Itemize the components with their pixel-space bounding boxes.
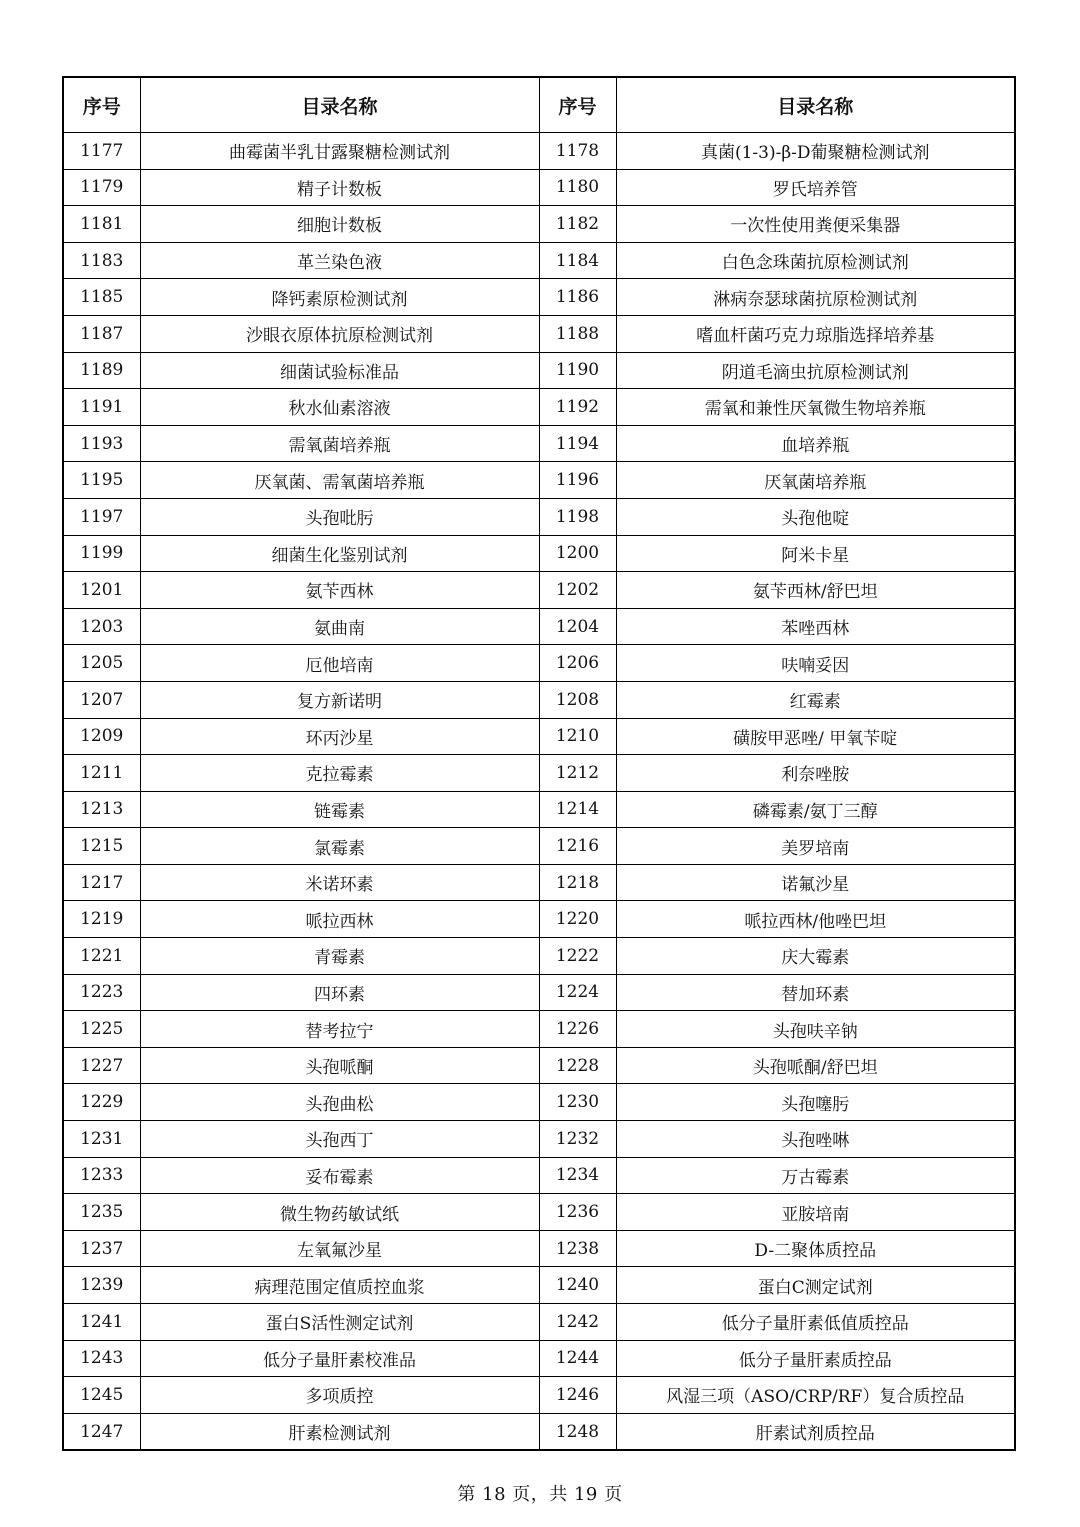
table-row (63, 1011, 1015, 1048)
item-name-right: 苯唑西林 (616, 608, 1015, 645)
item-number-left: 1195 (63, 462, 140, 499)
item-number-left: 1209 (63, 718, 140, 755)
item-name-left: 病理范围定值质控血浆 (140, 1267, 539, 1304)
item-name-right: 哌拉西林/他唑巴坦 (616, 901, 1015, 938)
item-number-right: 1218 (539, 864, 616, 901)
item-number-right: 1212 (539, 755, 616, 792)
item-name-right: 风湿三项（ASO/CRP/RF）复合质控品 (616, 1377, 1015, 1414)
table-row (63, 1121, 1015, 1158)
item-name-right: 淋病奈瑟球菌抗原检测试剂 (616, 279, 1015, 316)
item-number-left: 1243 (63, 1340, 140, 1377)
item-name-right: 磷霉素/氨丁三醇 (616, 791, 1015, 828)
item-name-left: 革兰染色液 (140, 242, 539, 279)
item-number-left: 1197 (63, 498, 140, 535)
table-row (63, 645, 1015, 682)
item-name-left: 环丙沙星 (140, 718, 539, 755)
item-number-left: 1207 (63, 681, 140, 718)
item-name-right: 万古霉素 (616, 1157, 1015, 1194)
item-name-right: 替加环素 (616, 974, 1015, 1011)
item-name-left: 妥布霉素 (140, 1157, 539, 1194)
item-number-left: 1205 (63, 645, 140, 682)
item-number-left: 1217 (63, 864, 140, 901)
item-name-left: 氨曲南 (140, 608, 539, 645)
item-name-left: 氯霉素 (140, 828, 539, 865)
item-name-right: 头孢唑啉 (616, 1121, 1015, 1158)
item-name-right: 阿米卡星 (616, 535, 1015, 572)
item-number-right: 1196 (539, 462, 616, 499)
item-name-left: 头孢吡肟 (140, 498, 539, 535)
item-number-left: 1213 (63, 791, 140, 828)
item-name-right: 白色念珠菌抗原检测试剂 (616, 242, 1015, 279)
table-row (63, 462, 1015, 499)
item-name-left: 秋水仙素溶液 (140, 389, 539, 426)
item-number-left: 1241 (63, 1304, 140, 1341)
table-row (63, 535, 1015, 572)
item-name-left: 头孢曲松 (140, 1084, 539, 1121)
table-row (63, 242, 1015, 279)
table-row (63, 828, 1015, 865)
item-name-left: 精子计数板 (140, 169, 539, 206)
item-name-left: 米诺环素 (140, 864, 539, 901)
item-number-right: 1224 (539, 974, 616, 1011)
item-number-left: 1227 (63, 1047, 140, 1084)
item-name-right: 肝素试剂质控品 (616, 1413, 1015, 1450)
item-name-left: 细菌试验标准品 (140, 352, 539, 389)
table-row (63, 279, 1015, 316)
item-number-right: 1200 (539, 535, 616, 572)
item-number-right: 1240 (539, 1267, 616, 1304)
item-name-right: 红霉素 (616, 681, 1015, 718)
item-name-right: 美罗培南 (616, 828, 1015, 865)
item-number-left: 1203 (63, 608, 140, 645)
item-name-right: 呋喃妥因 (616, 645, 1015, 682)
item-name-left: 克拉霉素 (140, 755, 539, 792)
item-number-left: 1229 (63, 1084, 140, 1121)
table-row (63, 755, 1015, 792)
item-number-right: 1236 (539, 1194, 616, 1231)
catalog-table (62, 76, 1016, 1451)
item-name-right: 头孢噻肟 (616, 1084, 1015, 1121)
item-number-right: 1178 (539, 133, 616, 170)
item-name-left: 左氧氟沙星 (140, 1230, 539, 1267)
item-number-left: 1221 (63, 938, 140, 975)
item-name-right: 嗜血杆菌巧克力琼脂选择培养基 (616, 315, 1015, 352)
header-num-left: 序号 (63, 77, 140, 133)
item-name-right: 利奈唑胺 (616, 755, 1015, 792)
item-number-left: 1247 (63, 1413, 140, 1450)
item-name-left: 头孢西丁 (140, 1121, 539, 1158)
item-name-left: 替考拉宁 (140, 1011, 539, 1048)
item-number-right: 1238 (539, 1230, 616, 1267)
table-row (63, 974, 1015, 1011)
header-num-right: 序号 (539, 77, 616, 133)
item-name-left: 厄他培南 (140, 645, 539, 682)
item-number-left: 1177 (63, 133, 140, 170)
item-name-left: 微生物药敏试纸 (140, 1194, 539, 1231)
item-number-left: 1215 (63, 828, 140, 865)
item-number-right: 1184 (539, 242, 616, 279)
item-number-left: 1237 (63, 1230, 140, 1267)
header-name-left: 目录名称 (140, 77, 539, 133)
header-row (63, 77, 1015, 133)
table-row (63, 572, 1015, 609)
item-name-right: 真菌(1-3)-β-D葡聚糖检测试剂 (616, 133, 1015, 170)
item-number-right: 1228 (539, 1047, 616, 1084)
table-row (63, 718, 1015, 755)
item-name-right: 低分子量肝素低值质控品 (616, 1304, 1015, 1341)
item-number-right: 1202 (539, 572, 616, 609)
item-name-right: 头孢他啶 (616, 498, 1015, 535)
item-name-left: 四环素 (140, 974, 539, 1011)
table-row (63, 1413, 1015, 1450)
item-number-right: 1182 (539, 206, 616, 243)
item-number-right: 1208 (539, 681, 616, 718)
item-number-left: 1183 (63, 242, 140, 279)
table-row (63, 1304, 1015, 1341)
item-name-right: 厌氧菌培养瓶 (616, 462, 1015, 499)
table-row (63, 791, 1015, 828)
header-name-right: 目录名称 (616, 77, 1015, 133)
item-number-right: 1180 (539, 169, 616, 206)
table-row (63, 681, 1015, 718)
table-row (63, 608, 1015, 645)
item-name-left: 蛋白S活性测定试剂 (140, 1304, 539, 1341)
item-name-left: 细菌生化鉴别试剂 (140, 535, 539, 572)
item-name-right: 庆大霉素 (616, 938, 1015, 975)
item-number-right: 1234 (539, 1157, 616, 1194)
item-number-left: 1219 (63, 901, 140, 938)
item-number-left: 1193 (63, 425, 140, 462)
item-number-left: 1211 (63, 755, 140, 792)
item-number-right: 1248 (539, 1413, 616, 1450)
item-name-left: 厌氧菌、需氧菌培养瓶 (140, 462, 539, 499)
item-number-left: 1181 (63, 206, 140, 243)
item-number-right: 1206 (539, 645, 616, 682)
item-name-right: D-二聚体质控品 (616, 1230, 1015, 1267)
item-name-left: 细胞计数板 (140, 206, 539, 243)
page-number-footer: 第 18 页，共 19 页 (457, 1484, 623, 1505)
item-number-left: 1223 (63, 974, 140, 1011)
item-number-right: 1246 (539, 1377, 616, 1414)
item-name-right: 蛋白C测定试剂 (616, 1267, 1015, 1304)
table-row (63, 864, 1015, 901)
item-number-left: 1179 (63, 169, 140, 206)
table-row (63, 1267, 1015, 1304)
table-row (63, 1047, 1015, 1084)
item-name-right: 头孢哌酮/舒巴坦 (616, 1047, 1015, 1084)
item-number-right: 1186 (539, 279, 616, 316)
item-number-left: 1239 (63, 1267, 140, 1304)
table-row (63, 206, 1015, 243)
item-number-right: 1194 (539, 425, 616, 462)
item-number-left: 1185 (63, 279, 140, 316)
item-name-right: 需氧和兼性厌氧微生物培养瓶 (616, 389, 1015, 426)
item-name-right: 头孢呋辛钠 (616, 1011, 1015, 1048)
item-number-right: 1244 (539, 1340, 616, 1377)
table-row (63, 1157, 1015, 1194)
item-number-right: 1210 (539, 718, 616, 755)
table-row (63, 315, 1015, 352)
item-name-left: 头孢哌酮 (140, 1047, 539, 1084)
item-name-right: 低分子量肝素质控品 (616, 1340, 1015, 1377)
item-number-right: 1188 (539, 315, 616, 352)
item-number-right: 1204 (539, 608, 616, 645)
table-row (63, 1194, 1015, 1231)
table-body (63, 133, 1015, 1451)
table-row (63, 901, 1015, 938)
item-number-right: 1230 (539, 1084, 616, 1121)
table-row (63, 425, 1015, 462)
item-number-right: 1226 (539, 1011, 616, 1048)
item-number-left: 1233 (63, 1157, 140, 1194)
item-number-left: 1189 (63, 352, 140, 389)
item-name-right: 血培养瓶 (616, 425, 1015, 462)
item-number-right: 1192 (539, 389, 616, 426)
item-name-left: 复方新诺明 (140, 681, 539, 718)
item-number-left: 1201 (63, 572, 140, 609)
table-header (63, 77, 1015, 133)
item-name-right: 亚胺培南 (616, 1194, 1015, 1231)
item-name-left: 多项质控 (140, 1377, 539, 1414)
item-number-left: 1225 (63, 1011, 140, 1048)
item-name-right: 一次性使用粪便采集器 (616, 206, 1015, 243)
item-name-left: 青霉素 (140, 938, 539, 975)
table-row (63, 133, 1015, 170)
table-row (63, 498, 1015, 535)
item-number-left: 1231 (63, 1121, 140, 1158)
item-number-right: 1232 (539, 1121, 616, 1158)
item-name-left: 肝素检测试剂 (140, 1413, 539, 1450)
table-row (63, 1340, 1015, 1377)
item-number-right: 1222 (539, 938, 616, 975)
table-row (63, 938, 1015, 975)
item-number-left: 1199 (63, 535, 140, 572)
table-row (63, 1084, 1015, 1121)
item-name-left: 沙眼衣原体抗原检测试剂 (140, 315, 539, 352)
item-number-right: 1198 (539, 498, 616, 535)
table-row (63, 352, 1015, 389)
item-name-left: 需氧菌培养瓶 (140, 425, 539, 462)
item-name-left: 曲霉菌半乳甘露聚糖检测试剂 (140, 133, 539, 170)
item-number-left: 1235 (63, 1194, 140, 1231)
item-name-left: 氨苄西林 (140, 572, 539, 609)
item-number-left: 1245 (63, 1377, 140, 1414)
item-number-left: 1187 (63, 315, 140, 352)
table-row (63, 1377, 1015, 1414)
item-number-right: 1216 (539, 828, 616, 865)
item-name-left: 降钙素原检测试剂 (140, 279, 539, 316)
item-number-left: 1191 (63, 389, 140, 426)
table-row (63, 1230, 1015, 1267)
table-row (63, 389, 1015, 426)
item-name-left: 低分子量肝素校准品 (140, 1340, 539, 1377)
table-row (63, 169, 1015, 206)
item-name-left: 链霉素 (140, 791, 539, 828)
item-name-left: 哌拉西林 (140, 901, 539, 938)
item-number-right: 1242 (539, 1304, 616, 1341)
item-number-right: 1214 (539, 791, 616, 828)
item-name-right: 阴道毛滴虫抗原检测试剂 (616, 352, 1015, 389)
item-number-right: 1220 (539, 901, 616, 938)
item-name-right: 磺胺甲恶唑/ 甲氧苄啶 (616, 718, 1015, 755)
item-name-right: 诺氟沙星 (616, 864, 1015, 901)
item-name-right: 氨苄西林/舒巴坦 (616, 572, 1015, 609)
item-number-right: 1190 (539, 352, 616, 389)
item-name-right: 罗氏培养管 (616, 169, 1015, 206)
